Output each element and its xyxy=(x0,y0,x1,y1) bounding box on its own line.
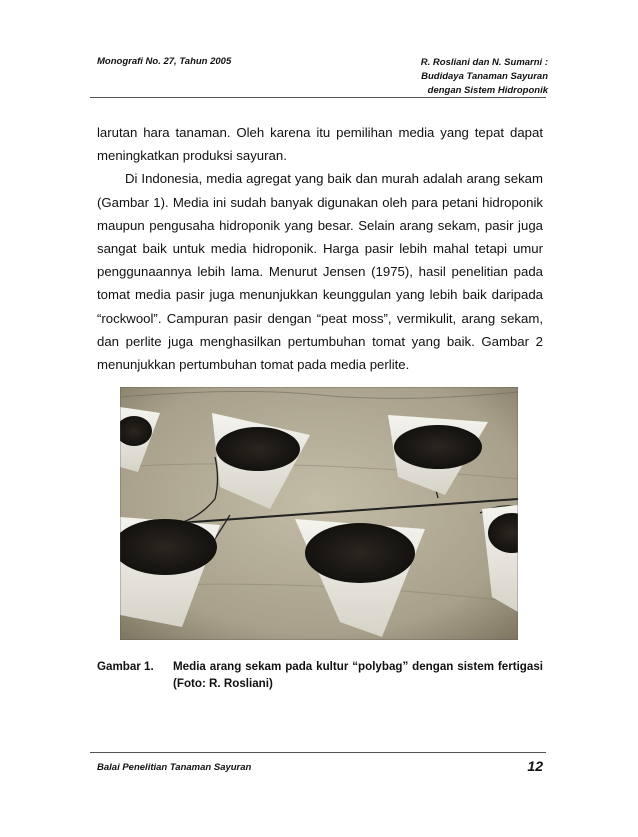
header-publication: Monografi No. 27, Tahun 2005 xyxy=(97,56,232,67)
header-title-line2: dengan Sistem Hidroponik xyxy=(427,85,548,96)
header-title-line1: Budidaya Tanaman Sayuran xyxy=(421,71,548,82)
body-text xyxy=(97,121,543,376)
header-rule xyxy=(90,97,546,98)
header-authors: R. Rosliani dan N. Sumarni : xyxy=(420,57,548,68)
footer-rule xyxy=(90,752,546,753)
figure-photo-polybags xyxy=(120,387,518,640)
page-number: 12 xyxy=(527,758,543,774)
figure-label: Gambar 1. xyxy=(97,660,154,673)
paragraph-1: larutan hara tanaman. Oleh karena itu pemilihan media yang tepat dapat meningkatkan produksi sayuran. xyxy=(97,125,543,164)
footer-institution: Balai Penelitian Tanaman Sayuran xyxy=(97,762,252,773)
figure-caption-text: Media arang sekam pada kultur “polybag” dengan sistem fertigasi (Foto: R. Rosliani) xyxy=(173,660,543,690)
paragraph-2: Di Indonesia, media agregat yang baik dan murah adalah arang sekam (Gambar 1). Media ini sudah banyak digunakan oleh para petani hidroponik maupun pengusaha hidroponik yang besar. Selain arang sekam, pasir juga sangat baik untuk media hidroponik. Harga pasir lebih mahal tetapi umur penggunaannya lebih lama. Menurut Jensen (1975), hasil penelitian pada tomat media pasir juga menunjukkan keunggulan yang lebih baik daripada “rockwool”. Campuran pasir dengan “peat moss”, vermikulit, arang sekam, dan perlite juga menghasilkan pertumbuhan tomat yang baik. Gambar 2 menunjukkan pertumbuhan tomat pada media perlite. xyxy=(97,171,543,373)
header-authors-title xyxy=(421,56,548,98)
